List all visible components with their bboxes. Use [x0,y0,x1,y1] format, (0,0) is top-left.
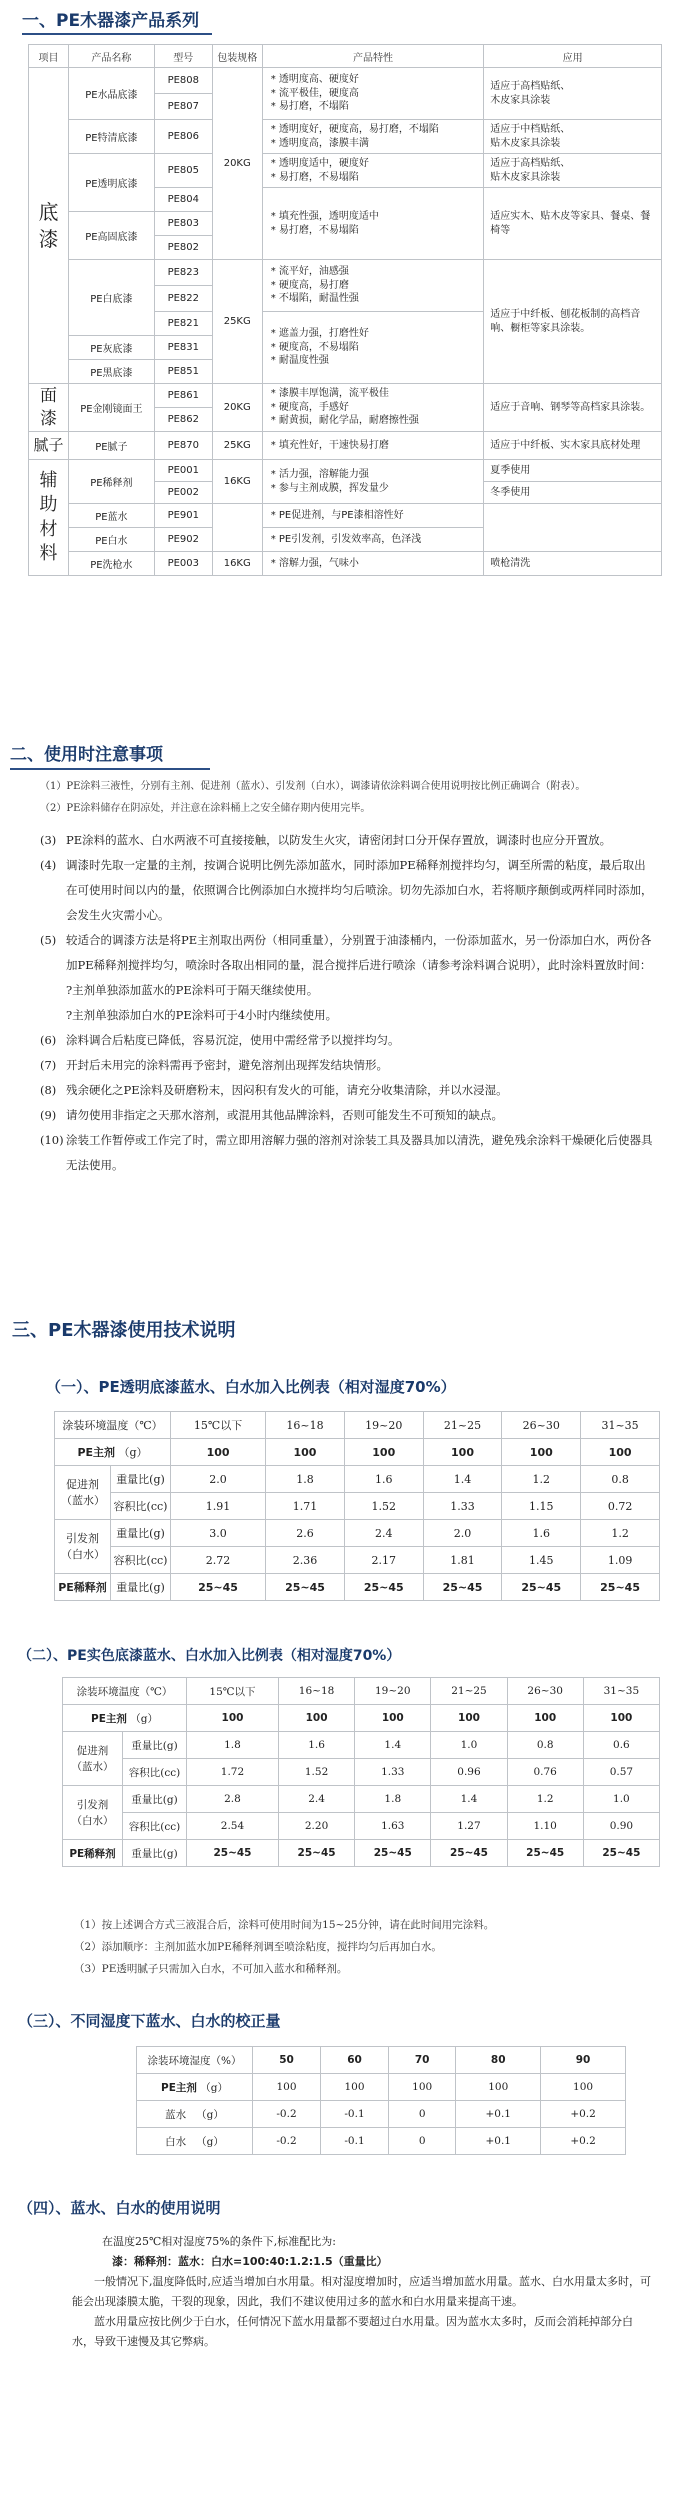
value-cell: +0.1 [456,2128,541,2155]
value-cell: 0.76 [507,1759,583,1786]
value-cell: 1.6 [344,1466,423,1493]
application: 适应于中纤板、实木家具底材处理 [484,432,662,460]
note-text: 残余硬化之PE涂料及研磨粉末，因闷积有发火的可能，请充分收集清除，并以水浸湿。 [66,1083,508,1097]
main-unit: （g） [118,1446,148,1459]
value-cell: +0.2 [541,2128,626,2155]
value-cell: 25~45 [507,1840,583,1867]
weight-label: 重量比(g) [123,1786,187,1813]
temp-label: 涂装环境温度（℃） [55,1412,171,1439]
value-cell: 1.52 [278,1759,354,1786]
value-cell: 100 [541,2074,626,2101]
product-name: PE特清底漆 [68,120,154,154]
humidity-cell: 70 [389,2047,456,2074]
value-cell: 100 [456,2074,541,2101]
model: PE002 [154,482,212,504]
section1-title: 一、PE木器漆产品系列 [22,11,200,31]
table-row [29,154,662,188]
value-cell: 1.2 [502,1466,581,1493]
temp-cell: 15℃以下 [171,1412,266,1439]
value-cell: 2.20 [278,1813,354,1840]
header-model: 型号 [154,45,212,68]
value-cell: 25~45 [423,1574,502,1601]
value-cell: 2.4 [344,1520,423,1547]
pack: 16KG [212,460,262,504]
value-cell: +0.2 [541,2101,626,2128]
model: PE851 [154,360,212,384]
white-name: 白水 [165,2135,187,2148]
volume-label: 容积比(cc) [123,1759,187,1786]
section3-title: 三、PE木器漆使用技术说明 [12,1320,236,1341]
usage-para-2: 蓝水用量应按比例少于白水，任何情况下蓝水用量都不要超过白水用量。因为蓝水太多时，反而会消耗掉部分白水，导致干速慢及其它弊病。 [72,2315,633,2348]
value-cell: 1.27 [431,1813,507,1840]
value-cell: -0.2 [253,2101,321,2128]
temp-label: 涂装环境温度（℃） [63,1678,187,1705]
main-label [63,1705,187,1732]
features: * 透明度适中，硬度好 * 易打磨，不易塌陷 [262,154,484,188]
table-row [137,2101,626,2128]
table-row [63,1759,660,1786]
value-cell: 25~45 [187,1840,279,1867]
value-cell: 0.90 [583,1813,659,1840]
value-cell: 1.52 [344,1493,423,1520]
table-row [55,1466,660,1493]
value-cell: 2.54 [187,1813,279,1840]
weight-label: 重量比(g) [111,1466,171,1493]
value-cell: 100 [581,1439,660,1466]
features: * 透明度高、硬度好 * 流平极佳，硬度高 * 易打磨，不塌陷 [262,68,484,120]
value-cell: 1.81 [423,1547,502,1574]
value-cell: 25~45 [171,1574,266,1601]
note-number: (6) [40,1033,57,1047]
value-cell: 25~45 [581,1574,660,1601]
table-row [63,1786,660,1813]
group-putty: 腻子 [29,432,69,460]
usage-para-1: 一般情况下,温度降低时,应适当增加白水用量。相对湿度增加时，应适当增加蓝水用量。蓝水、白水用量太多时，可能会出现漆膜太脆，干裂的现象，因此，我们不建议使用过多的蓝水和白水用量来提高干速。 [72,2275,651,2308]
features: * 活力强，溶解能力强 * 参与主剂成膜，挥发量少 [262,460,484,504]
value-cell: 2.0 [171,1466,266,1493]
table-row [55,1520,660,1547]
note-number: (4) [40,858,57,872]
table-row [29,504,662,528]
model: PE902 [154,528,212,552]
ratio-notes [74,1914,494,1980]
model: PE001 [154,460,212,482]
features: * 透明度好，硬度高，易打磨，不塌陷 * 透明度高，漆膜丰满 [262,120,484,154]
value-cell: 1.2 [507,1786,583,1813]
model: PE821 [154,312,212,336]
application [484,504,662,552]
pack: 16KG [212,552,262,576]
usage-notes [26,778,656,1178]
value-cell: 1.91 [171,1493,266,1520]
model: PE805 [154,154,212,188]
note-intro-1: （1）PE涂料三液性，分别有主剂、促进剂（蓝水）、引发剂（白水），调漆请依涂料调合使用说明按比例正确调合（附表）。 [40,781,586,792]
pack: 20KG [212,68,262,260]
header-item: 项目 [29,45,69,68]
value-cell: 100 [502,1439,581,1466]
features: * PE引发剂，引发效率高，色泽浅 [262,528,484,552]
blue-name: 蓝水 [165,2108,187,2121]
value-cell: 1.72 [187,1759,279,1786]
note-item [26,1028,656,1053]
product-name: PE腻子 [68,432,154,460]
weight-label: 重量比(g) [123,1840,187,1867]
model: PE808 [154,68,212,94]
init-label: 引发剂（白水） [55,1520,111,1574]
pack: 25KG [212,260,262,384]
pack: 25KG [212,432,262,460]
humidity-cell: 50 [253,2047,321,2074]
product-name: PE金刚镜面王 [68,384,154,432]
model: PE003 [154,552,212,576]
value-cell: 1.8 [266,1466,345,1493]
application: 适应于中纤板、刨花板制的高档音响、橱柜等家具涂装。 [484,260,662,384]
features: * PE促进剂，与PE漆相溶性好 [262,504,484,528]
humidity-cell: 90 [541,2047,626,2074]
model: PE803 [154,212,212,236]
application: 适应于高档贴纸、 木皮家具涂装 [484,68,662,120]
value-cell: 1.2 [581,1520,660,1547]
note-text: ?主剂单独添加蓝水的PE涂料可于隔天继续使用。 [66,983,319,997]
value-cell: 1.0 [431,1732,507,1759]
product-name: PE灰底漆 [68,336,154,360]
note-text: 调漆时先取一定量的主剂，按调合说明比例先添加蓝水，同时添加PE稀释剂搅拌均匀，调至所需的粘度，最后取出在可使用时间以内的量，依照调合比例添加白水搅拌均匀后喷涂。切勿先添加白水，若将顺序颠倒或两样同时添加，会发生火灾需小心。 [66,858,653,922]
value-cell: 1.63 [355,1813,431,1840]
note-text: 开封后未用完的涂料需再予密封，避免溶剂出现挥发结块情形。 [66,1058,388,1072]
product-name: PE黑底漆 [68,360,154,384]
table-row [137,2047,626,2074]
main-unit: （g） [200,2081,228,2094]
pack: 20KG [212,384,262,432]
value-cell: 100 [344,1439,423,1466]
value-cell: 25~45 [583,1840,659,1867]
value-cell: 25~45 [266,1574,345,1601]
note-intro-2: （2）PE涂料储存在阴凉处，并注意在涂料桶上之安全储存期内使用完毕。 [40,803,371,814]
application: 夏季使用 [484,460,662,482]
main-unit: （g） [130,1712,158,1725]
value-cell: 100 [171,1439,266,1466]
value-cell: 1.8 [187,1732,279,1759]
table3-title: （三）、不同湿度下蓝水、白水的校正量 [18,2012,281,2030]
note-text: PE涂料的蓝水、白水两液不可直接接触，以防发生火灾，请密闭封口分开保存置放，调漆时也应分开置放。 [66,833,612,847]
init-label: 引发剂（白水） [63,1786,123,1840]
table-row [137,2128,626,2155]
value-cell: 1.10 [507,1813,583,1840]
value-cell: 100 [321,2074,389,2101]
value-cell: 1.4 [431,1786,507,1813]
table-row [29,384,662,408]
model: PE870 [154,432,212,460]
usage-line-2: 漆：稀释剂：蓝水：白水=100:40:1.2:1.5（重量比） [112,2255,388,2268]
model: PE861 [154,384,212,408]
table1-title: （一）、PE透明底漆蓝水、白水加入比例表（相对湿度70%） [46,1378,456,1396]
features: * 填充性强，透明度适中 * 易打磨，不易塌陷 [262,188,484,260]
value-cell: -0.1 [321,2101,389,2128]
value-cell: 25~45 [502,1574,581,1601]
value-cell: 100 [278,1705,354,1732]
note-number: (3) [40,833,57,847]
note-item [26,928,656,978]
accel-label: 促进剂（蓝水） [55,1466,111,1520]
section1-title-rule [22,33,212,35]
application: 适应实木、贴木皮等家具、餐桌、餐椅等 [484,188,662,260]
table-row [29,460,662,482]
table-row [55,1493,660,1520]
header-product-name: 产品名称 [68,45,154,68]
note-item [26,828,656,853]
value-cell: 0.8 [507,1732,583,1759]
value-cell: 0.96 [431,1759,507,1786]
value-cell: 100 [431,1705,507,1732]
temp-cell: 26~30 [502,1412,581,1439]
value-cell: 0.8 [581,1466,660,1493]
note-item [26,1053,656,1078]
temp-cell: 21~25 [423,1412,502,1439]
value-cell: 1.45 [502,1547,581,1574]
section2-title-rule [10,768,210,770]
value-cell: 100 [266,1439,345,1466]
value-cell: 0.57 [583,1759,659,1786]
table-row [29,120,662,154]
value-cell: -0.2 [253,2128,321,2155]
usage-description [72,2232,652,2352]
model: PE806 [154,120,212,154]
product-name: PE稀释剂 [68,460,154,504]
note-text: 涂装工作暂停或工作完了时，需立即用溶解力强的溶剂对涂装工具及器具加以清洗，避免残余涂料干燥硬化后使器具无法使用。 [66,1133,653,1172]
product-name: PE水晶底漆 [68,68,154,120]
group-primer: 底 漆 [29,68,69,384]
value-cell: 2.4 [278,1786,354,1813]
features: * 填充性好，干速快易打磨 [262,432,484,460]
value-cell: 1.09 [581,1547,660,1574]
usage-line-1: 在温度25℃相对湿度75%的条件下,标准配比为: [102,2235,336,2248]
temp-cell: 26~30 [507,1678,583,1705]
value-cell: 1.33 [423,1493,502,1520]
table-row [63,1678,660,1705]
value-cell: 1.4 [355,1732,431,1759]
table-row [29,432,662,460]
model: PE862 [154,408,212,432]
model: PE823 [154,260,212,286]
note-item [26,1128,656,1178]
main-label [55,1439,171,1466]
note-number: (8) [40,1083,57,1097]
humidity-cell: 60 [321,2047,389,2074]
features: * 溶解力强，气味小 [262,552,484,576]
note-number: (7) [40,1058,57,1072]
note-text: 请勿使用非指定之天那水溶剂，或混用其他品牌涂料，否则可能发生不可预知的缺点。 [66,1108,503,1122]
value-cell: 25~45 [344,1574,423,1601]
table-row [55,1412,660,1439]
table-row [63,1840,660,1867]
note-text: 涂料调合后粘度已降低，容易沉淀，使用中需经常予以搅拌均匀。 [66,1033,400,1047]
ratio-note: （3）PE透明腻子只需加入白水，不可加入蓝水和稀释剂。 [74,1963,348,1975]
ratio-table-transparent [54,1411,660,1601]
value-cell: -0.1 [321,2128,389,2155]
table-row [55,1439,660,1466]
blue-label [137,2101,253,2128]
features: * 遮盖力强，打磨性好 * 硬度高，不易塌陷 * 耐温度性强 [262,312,484,384]
value-cell: 2.0 [423,1520,502,1547]
application: 冬季使用 [484,482,662,504]
thinner-label: PE稀释剂 [55,1574,111,1601]
weight-label: 重量比(g) [123,1732,187,1759]
note-number: (10) [40,1133,64,1147]
note-item [26,853,656,928]
application: 适应于中档贴纸、 贴木皮家具涂装 [484,120,662,154]
volume-label: 容积比(cc) [111,1493,171,1520]
value-cell: 2.8 [187,1786,279,1813]
volume-label: 容积比(cc) [123,1813,187,1840]
model: PE831 [154,336,212,360]
value-cell: 100 [187,1705,279,1732]
temp-cell: 19~20 [344,1412,423,1439]
temp-cell: 16~18 [266,1412,345,1439]
value-cell: 0 [389,2128,456,2155]
product-name: PE洗枪水 [68,552,154,576]
product-name: PE白水 [68,528,154,552]
volume-label: 容积比(cc) [111,1547,171,1574]
note-text: ?主剂单独添加白水的PE涂料可于4小时内继续使用。 [66,1008,338,1022]
header-application: 应用 [484,45,662,68]
main-name: PE主剂 [91,1712,127,1725]
value-cell: 1.71 [266,1493,345,1520]
model: PE802 [154,236,212,260]
value-cell: 2.17 [344,1547,423,1574]
humidity-label: 涂装环境湿度（%） [137,2047,253,2074]
note-number: (5) [40,933,57,947]
value-cell: 0 [389,2101,456,2128]
note-item [26,1078,656,1103]
value-cell: 25~45 [355,1840,431,1867]
note-number: (9) [40,1108,57,1122]
table-row [63,1732,660,1759]
main-name: PE主剂 [77,1446,116,1459]
table-row [55,1574,660,1601]
humidity-cell: 80 [456,2047,541,2074]
thinner-label: PE稀释剂 [63,1840,123,1867]
value-cell: 3.0 [171,1520,266,1547]
product-name: PE蓝水 [68,504,154,528]
note-text: 较适合的调漆方法是将PE主剂取出两份（相同重量），分别置于油漆桶内，一份添加蓝水，另一份添加白水，两份各加PE稀释剂搅拌均匀，喷涂时各取出相同的量，混合搅拌后进行喷涂（请参考涂料调合说明），此时涂料置放时间： [66,933,652,972]
temp-cell: 31~35 [581,1412,660,1439]
value-cell: +0.1 [456,2101,541,2128]
value-cell: 1.6 [278,1732,354,1759]
blue-unit: （g） [196,2108,224,2121]
value-cell: 100 [355,1705,431,1732]
note-item [26,1103,656,1128]
value-cell: 100 [389,2074,456,2101]
model: PE822 [154,286,212,312]
temp-cell: 21~25 [431,1678,507,1705]
temp-cell: 16~18 [278,1678,354,1705]
ratio-note: （2）添加顺序：主剂加蓝水加PE稀释剂调至喷涂粘度，搅拌均匀后再加白水。 [74,1941,442,1953]
features: * 流平好，油感强 * 硬度高，易打磨 * 不塌陷，耐温性强 [262,260,484,312]
section2-title: 二、使用时注意事项 [10,745,163,765]
humidity-correction-table [136,2046,626,2155]
table-row [29,260,662,286]
value-cell: 100 [253,2074,321,2101]
table-row [29,552,662,576]
main-name: PE主剂 [161,2081,197,2094]
table-row [29,68,662,94]
product-table [28,44,662,576]
value-cell: 2.36 [266,1547,345,1574]
white-unit: （g） [196,2135,224,2148]
temp-cell: 15℃以下 [187,1678,279,1705]
value-cell: 2.72 [171,1547,266,1574]
application: 喷枪清洗 [484,552,662,576]
ratio-table-solid [62,1677,660,1867]
table2-title: （二）、PE实色底漆蓝水、白水加入比例表（相对湿度70%） [18,1648,401,1664]
model: PE807 [154,94,212,120]
white-label [137,2128,253,2155]
value-cell: 100 [423,1439,502,1466]
model: PE804 [154,188,212,212]
model: PE901 [154,504,212,528]
product-name: PE透明底漆 [68,154,154,212]
group-topcoat: 面 漆 [29,384,69,432]
value-cell: 0.6 [583,1732,659,1759]
value-cell: 1.0 [583,1786,659,1813]
ratio-note: （1）按上述调合方式三液混合后，涂料可使用时间为15~25分钟，请在此时间用完涂料。 [74,1919,495,1931]
product-name: PE白底漆 [68,260,154,336]
value-cell: 1.6 [502,1520,581,1547]
value-cell: 1.15 [502,1493,581,1520]
value-cell: 100 [507,1705,583,1732]
main-label [137,2074,253,2101]
application: 适应于音响、钢琴等高档家具涂装。 [484,384,662,432]
table-row [137,2074,626,2101]
application: 适应于高档贴纸、 贴木皮家具涂装 [484,154,662,188]
note-item [26,978,656,1003]
value-cell: 25~45 [278,1840,354,1867]
table-row [63,1813,660,1840]
value-cell: 25~45 [431,1840,507,1867]
accel-label: 促进剂（蓝水） [63,1732,123,1786]
value-cell: 0.72 [581,1493,660,1520]
group-auxiliary: 辅 助 材 料 [29,460,69,576]
table-row [63,1705,660,1732]
temp-cell: 19~20 [355,1678,431,1705]
table4-title: （四）、蓝水、白水的使用说明 [18,2199,221,2217]
features: * 漆膜丰厚饱满，流平极佳 * 硬度高，手感好 * 耐黄损，耐化学品，耐磨擦性强 [262,384,484,432]
value-cell: 1.4 [423,1466,502,1493]
table-row [55,1547,660,1574]
value-cell: 1.33 [355,1759,431,1786]
note-item [26,1003,656,1028]
header-features: 产品特性 [262,45,484,68]
pack [212,504,262,552]
value-cell: 1.8 [355,1786,431,1813]
product-table-header [29,45,662,68]
header-pack: 包装规格 [212,45,262,68]
product-name: PE高固底漆 [68,212,154,260]
value-cell: 2.6 [266,1520,345,1547]
temp-cell: 31~35 [583,1678,659,1705]
value-cell: 100 [583,1705,659,1732]
weight-label: 重量比(g) [111,1574,171,1601]
weight-label: 重量比(g) [111,1520,171,1547]
